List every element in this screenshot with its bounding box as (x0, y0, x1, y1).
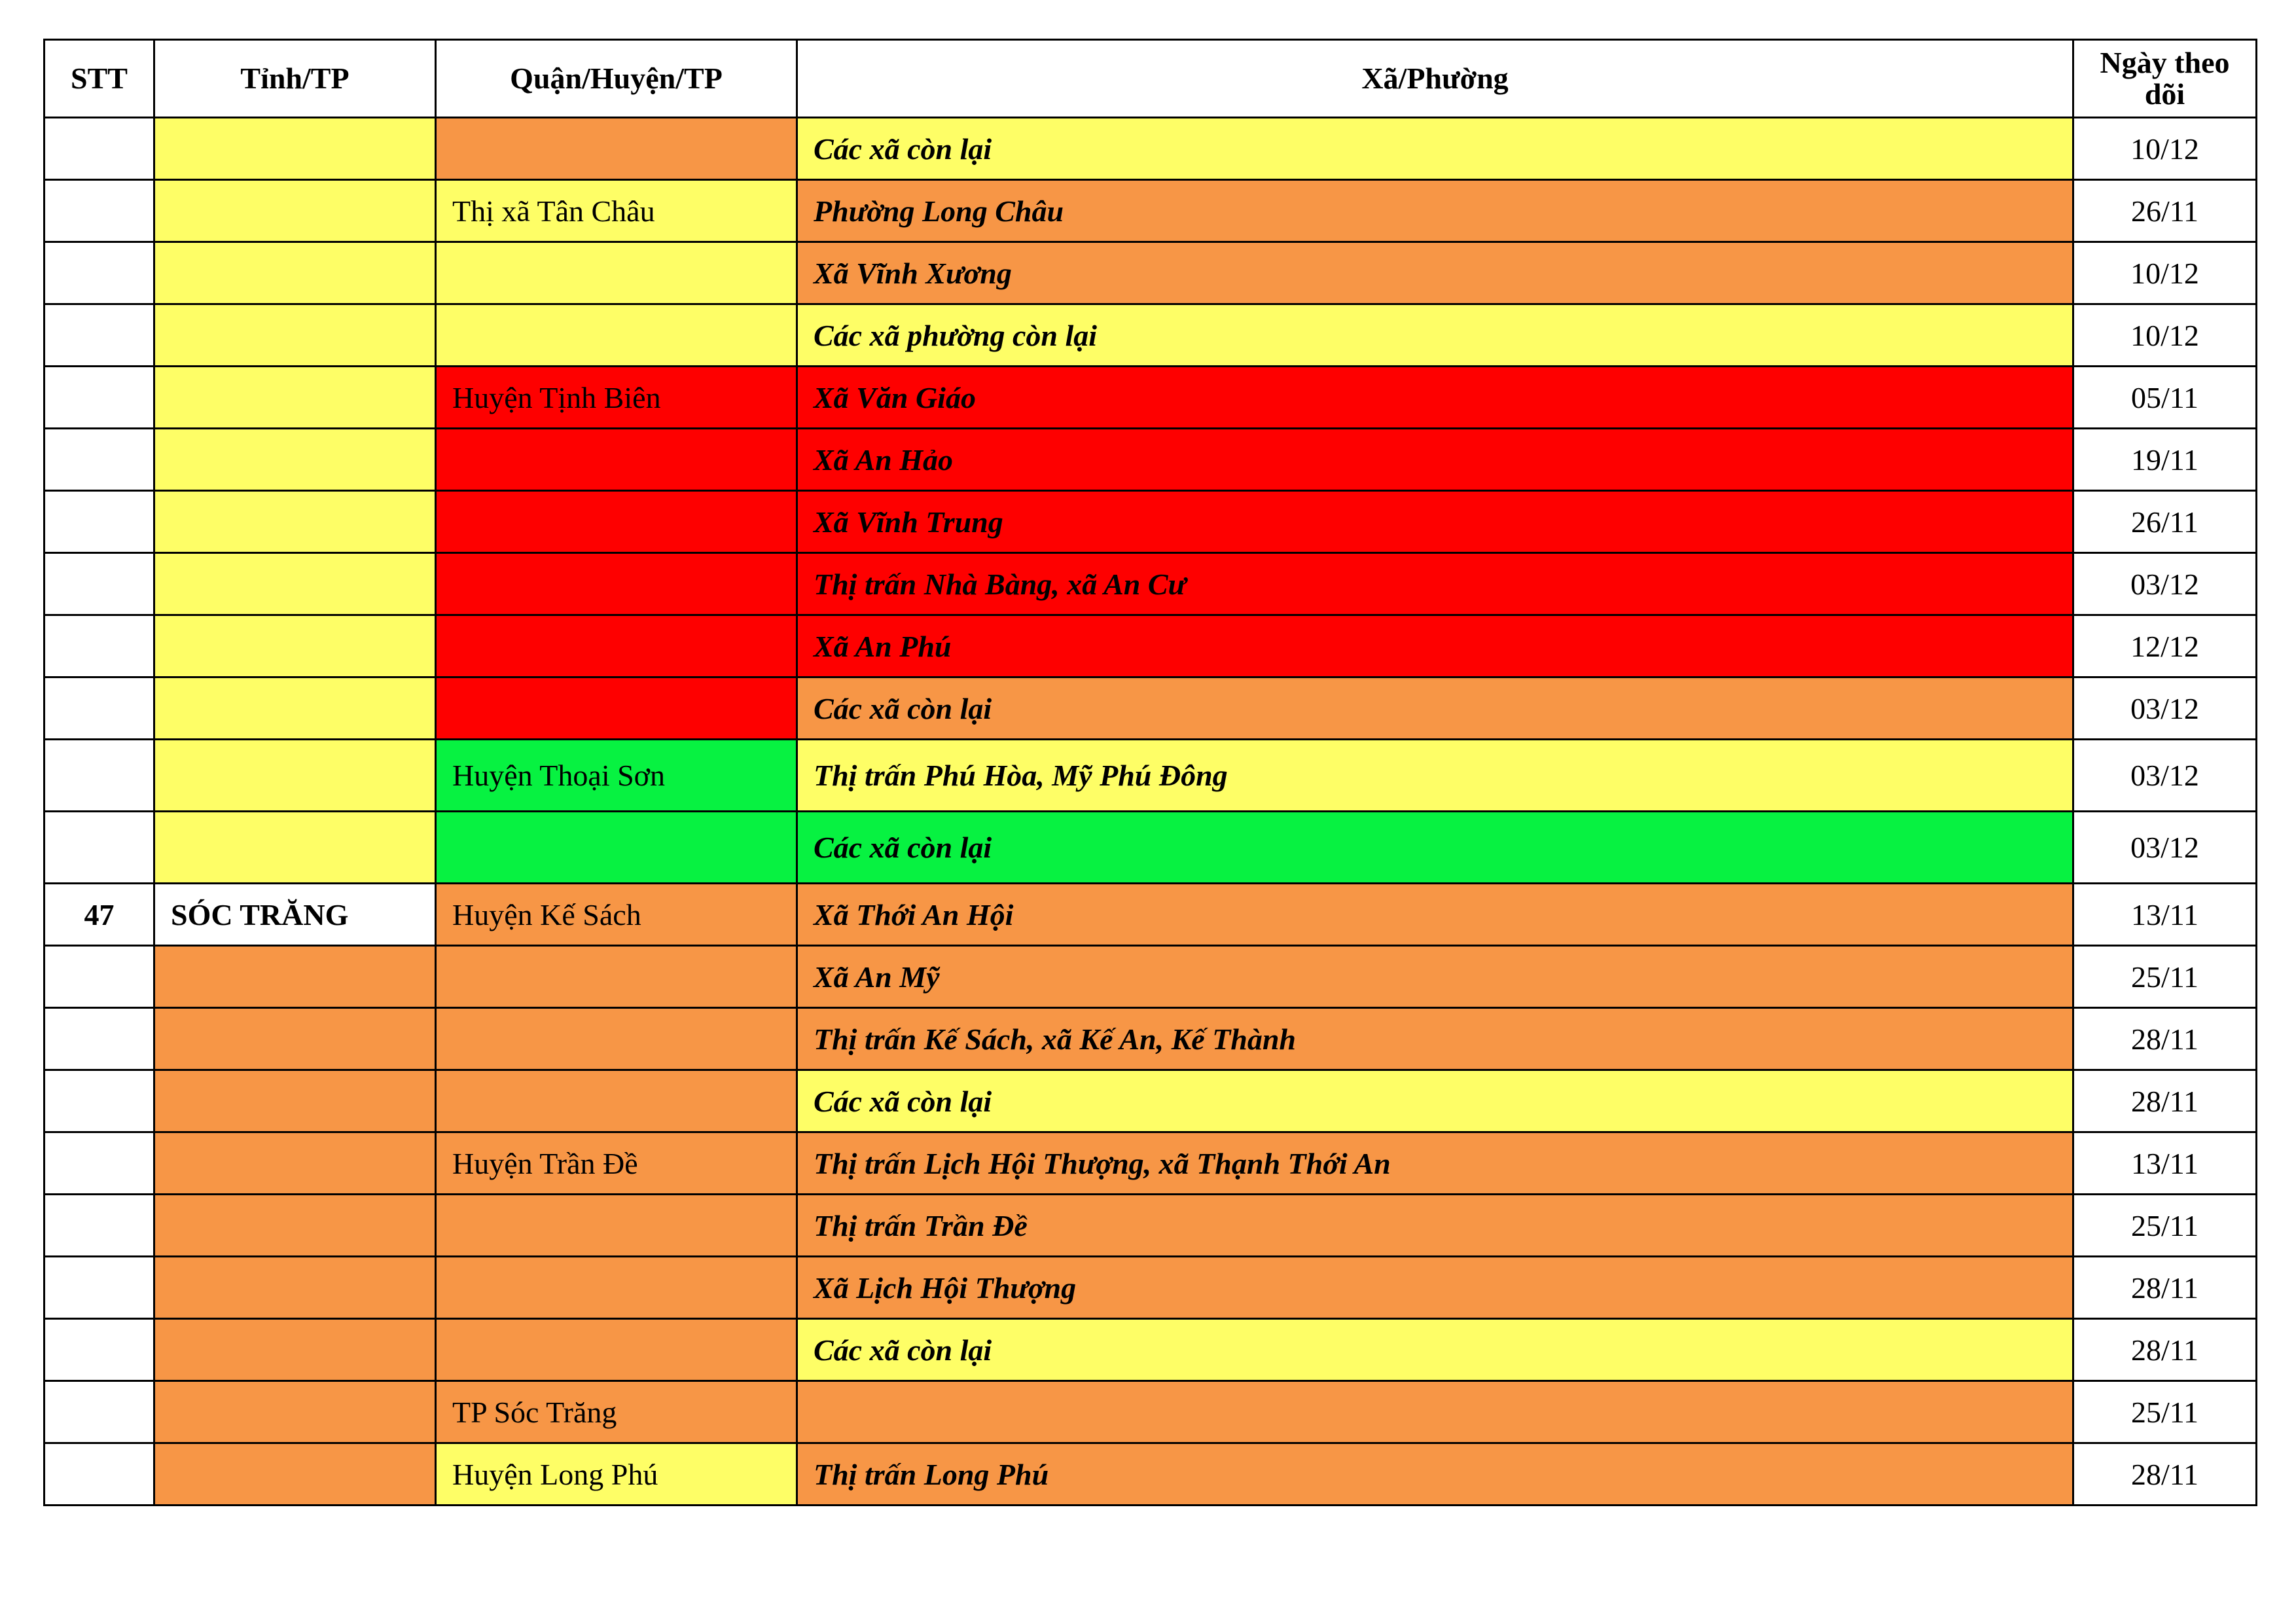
district-cell: Thị xã Tân Châu (436, 180, 797, 242)
ward-cell: Xã Lịch Hội Thượng (797, 1257, 2073, 1319)
province-cell (154, 1070, 436, 1132)
ward-cell: Xã Vĩnh Trung (797, 491, 2073, 553)
province-cell (154, 1132, 436, 1195)
date-cell: 13/11 (2073, 1132, 2257, 1195)
ward-cell: Các xã còn lại (797, 677, 2073, 740)
district-cell (436, 812, 797, 884)
table-row (45, 1195, 2257, 1257)
table-row (45, 553, 2257, 615)
table-row (45, 491, 2257, 553)
date-cell: 10/12 (2073, 304, 2257, 367)
date-cell: 03/12 (2073, 740, 2257, 812)
stt-cell (45, 491, 154, 553)
date-cell: 25/11 (2073, 1381, 2257, 1443)
stt-cell (45, 180, 154, 242)
district-cell (436, 118, 797, 180)
district-cell (436, 615, 797, 677)
table-row (45, 1070, 2257, 1132)
table-row (45, 1132, 2257, 1195)
date-cell: 28/11 (2073, 1443, 2257, 1506)
province-cell (154, 367, 436, 429)
table-row (45, 118, 2257, 180)
stt-cell (45, 1132, 154, 1195)
table-row (45, 740, 2257, 812)
district-cell (436, 1257, 797, 1319)
date-cell: 28/11 (2073, 1070, 2257, 1132)
header-province: Tỉnh/TP (154, 40, 436, 118)
province-cell (154, 677, 436, 740)
province-cell (154, 242, 436, 304)
date-cell: 25/11 (2073, 946, 2257, 1008)
stt-cell (45, 1008, 154, 1070)
province-cell (154, 615, 436, 677)
ward-cell: Thị trấn Kế Sách, xã Kế An, Kế Thành (797, 1008, 2073, 1070)
ward-cell: Xã Thới An Hội (797, 884, 2073, 946)
province-cell (154, 740, 436, 812)
date-cell: 03/12 (2073, 812, 2257, 884)
header-stt: STT (45, 40, 154, 118)
ward-cell: Xã An Phú (797, 615, 2073, 677)
table-row (45, 677, 2257, 740)
ward-cell: Các xã còn lại (797, 118, 2073, 180)
stt-cell (45, 553, 154, 615)
stt-cell (45, 740, 154, 812)
date-cell: 28/11 (2073, 1008, 2257, 1070)
province-cell (154, 304, 436, 367)
date-cell: 13/11 (2073, 884, 2257, 946)
stt-cell (45, 1070, 154, 1132)
province-cell (154, 118, 436, 180)
stt-cell (45, 615, 154, 677)
ward-cell: Các xã phường còn lại (797, 304, 2073, 367)
date-cell: 03/12 (2073, 553, 2257, 615)
province-cell (154, 553, 436, 615)
ward-cell: Xã Văn Giáo (797, 367, 2073, 429)
province-cell (154, 946, 436, 1008)
ward-cell: Các xã còn lại (797, 812, 2073, 884)
district-cell (436, 946, 797, 1008)
district-cell (436, 677, 797, 740)
stt-cell (45, 677, 154, 740)
header-row (45, 40, 2257, 118)
table-header (45, 40, 2257, 118)
province-cell (154, 1257, 436, 1319)
stt-cell (45, 367, 154, 429)
table-body (45, 118, 2257, 1506)
table-row (45, 1443, 2257, 1506)
date-cell: 26/11 (2073, 491, 2257, 553)
table-row (45, 615, 2257, 677)
province-cell (154, 1008, 436, 1070)
district-cell (436, 491, 797, 553)
province-cell: SÓC TRĂNG (154, 884, 436, 946)
monitoring-table (43, 39, 2257, 1506)
table-row (45, 1257, 2257, 1319)
stt-cell (45, 812, 154, 884)
district-cell: TP Sóc Trăng (436, 1381, 797, 1443)
stt-cell (45, 1195, 154, 1257)
ward-cell: Các xã còn lại (797, 1070, 2073, 1132)
ward-cell: Các xã còn lại (797, 1319, 2073, 1381)
date-cell: 26/11 (2073, 180, 2257, 242)
stt-cell (45, 429, 154, 491)
district-cell: Huyện Thoại Sơn (436, 740, 797, 812)
ward-cell (797, 1381, 2073, 1443)
ward-cell: Xã An Mỹ (797, 946, 2073, 1008)
stt-cell: 47 (45, 884, 154, 946)
table-row (45, 812, 2257, 884)
stt-cell (45, 1257, 154, 1319)
district-cell (436, 304, 797, 367)
ward-cell: Phường Long Châu (797, 180, 2073, 242)
date-cell: 10/12 (2073, 118, 2257, 180)
table-row (45, 1008, 2257, 1070)
header-date: Ngày theo dõi (2073, 40, 2257, 118)
province-cell (154, 180, 436, 242)
date-cell: 25/11 (2073, 1195, 2257, 1257)
header-district: Quận/Huyện/TP (436, 40, 797, 118)
date-cell: 10/12 (2073, 242, 2257, 304)
ward-cell: Thị trấn Lịch Hội Thượng, xã Thạnh Thới An (797, 1132, 2073, 1195)
date-cell: 28/11 (2073, 1319, 2257, 1381)
table-row (45, 180, 2257, 242)
district-cell (436, 429, 797, 491)
district-cell (436, 1008, 797, 1070)
province-cell (154, 1381, 436, 1443)
district-cell (436, 242, 797, 304)
table-row (45, 946, 2257, 1008)
header-ward: Xã/Phường (797, 40, 2073, 118)
date-cell: 03/12 (2073, 677, 2257, 740)
table-row (45, 884, 2257, 946)
district-cell: Huyện Kế Sách (436, 884, 797, 946)
district-cell (436, 553, 797, 615)
ward-cell: Thị trấn Trần Đề (797, 1195, 2073, 1257)
date-cell: 19/11 (2073, 429, 2257, 491)
district-cell (436, 1070, 797, 1132)
province-cell (154, 1443, 436, 1506)
stt-cell (45, 946, 154, 1008)
ward-cell: Xã Vĩnh Xương (797, 242, 2073, 304)
ward-cell: Thị trấn Long Phú (797, 1443, 2073, 1506)
stt-cell (45, 1443, 154, 1506)
province-cell (154, 1319, 436, 1381)
date-cell: 05/11 (2073, 367, 2257, 429)
district-cell (436, 1195, 797, 1257)
table-row (45, 242, 2257, 304)
table-row (45, 304, 2257, 367)
stt-cell (45, 1381, 154, 1443)
stt-cell (45, 304, 154, 367)
stt-cell (45, 242, 154, 304)
ward-cell: Thị trấn Nhà Bàng, xã An Cư (797, 553, 2073, 615)
province-cell (154, 812, 436, 884)
stt-cell (45, 1319, 154, 1381)
date-cell: 28/11 (2073, 1257, 2257, 1319)
province-cell (154, 491, 436, 553)
district-cell: Huyện Tịnh Biên (436, 367, 797, 429)
table-row (45, 367, 2257, 429)
district-cell: Huyện Long Phú (436, 1443, 797, 1506)
province-cell (154, 1195, 436, 1257)
ward-cell: Xã An Hảo (797, 429, 2073, 491)
stt-cell (45, 118, 154, 180)
table-row (45, 429, 2257, 491)
date-cell: 12/12 (2073, 615, 2257, 677)
province-cell (154, 429, 436, 491)
ward-cell: Thị trấn Phú Hòa, Mỹ Phú Đông (797, 740, 2073, 812)
district-cell: Huyện Trần Đề (436, 1132, 797, 1195)
district-cell (436, 1319, 797, 1381)
table-row (45, 1381, 2257, 1443)
table-row (45, 1319, 2257, 1381)
